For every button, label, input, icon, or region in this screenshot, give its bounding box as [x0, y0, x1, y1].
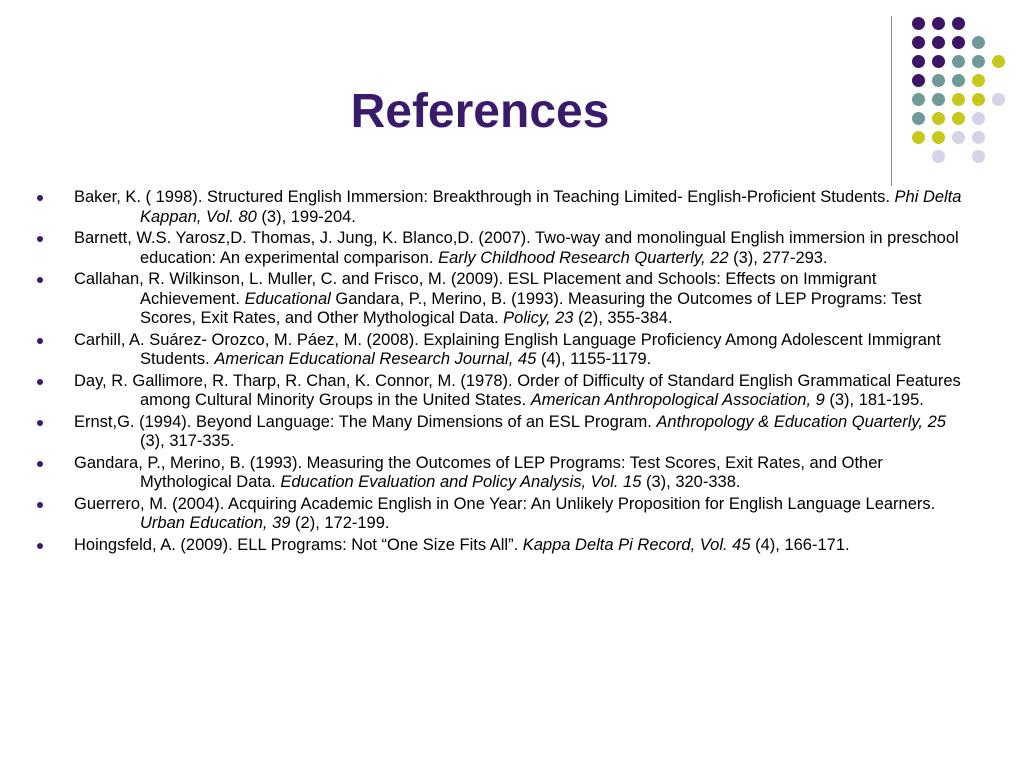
reference-source: Early Childhood Research Quarterly, 22	[438, 248, 729, 267]
bullet-icon	[37, 338, 43, 344]
reference-source-2: Policy, 23	[503, 309, 574, 327]
decorative-dot	[952, 36, 965, 49]
reference-source: Education Evaluation and Policy Analysis, Vol. 15	[280, 473, 642, 491]
decorative-dot	[932, 17, 945, 30]
reference-tail: (4), 166-171.	[750, 535, 850, 554]
reference-text: Day, R. Gallimore, R. Tharp, R. Chan, K. Connor, M. (1978). Order of Difficulty of Standard English Grammatical Features among Cultural Minority Groups in the United States.	[74, 371, 961, 409]
reference-item	[37, 331, 967, 370]
decorative-dot	[912, 36, 925, 49]
reference-tail: (3), 320-338.	[641, 473, 741, 491]
decorative-dot	[932, 55, 945, 68]
decorative-dot	[972, 112, 985, 125]
reference-text: Gandara, P., Merino, B. (1993). Measuring the Outcomes of LEP Programs: Test Scores, Exit Rates, and Other Mythological Data.	[74, 453, 883, 491]
bullet-icon	[37, 461, 43, 467]
reference-text: Carhill, A. Suárez- Orozco, M. Páez, M. (2008). Explaining English Language Proficiency Among Adolescent Immigrant Students.	[74, 330, 941, 368]
reference-tail: (2), 172-199.	[290, 514, 390, 532]
reference-item	[37, 536, 967, 556]
reference-source: Anthropology & Education Quarterly, 25	[656, 412, 946, 431]
reference-tail-2: (2), 355-384.	[573, 309, 673, 327]
decorative-dot	[932, 150, 945, 163]
decorative-dot	[952, 17, 965, 30]
decorative-dot	[912, 74, 925, 87]
reference-text: Baker, K. ( 1998). Structured English Immersion: Breakthrough in Teaching Limited- English-Proficient Students.	[74, 188, 895, 206]
reference-tail: (3), 317-335.	[140, 432, 235, 450]
bullet-icon	[37, 236, 43, 242]
reference-tail: (3), 277-293.	[728, 248, 828, 267]
reference-item	[37, 188, 967, 227]
decorative-dot	[912, 55, 925, 68]
decorative-dot	[972, 36, 985, 49]
reference-tail: (3), 181-195.	[824, 391, 924, 409]
reference-item	[37, 454, 967, 493]
decorative-dot	[972, 74, 985, 87]
reference-source: Urban Education, 39	[140, 514, 291, 532]
reference-text: Guerrero, M. (2004). Acquiring Academic English in One Year: An Unlikely Proposition for English Language Learners.	[74, 494, 936, 513]
reference-tail: Gandara, P., Merino, B. (1993). Measuring the Outcomes of LEP Programs: Test Scores, Exit Rates, and Other Mythological Data.	[140, 289, 922, 327]
slide-title: References	[350, 85, 610, 138]
decorative-dot	[932, 74, 945, 87]
bullet-icon	[37, 379, 43, 385]
reference-item	[37, 270, 967, 329]
reference-item	[37, 413, 967, 452]
decorative-dot	[912, 17, 925, 30]
reference-item	[37, 229, 967, 268]
reference-source: Kappa Delta Pi Record, Vol. 45	[522, 535, 751, 554]
bullet-icon	[37, 420, 43, 426]
reference-source: Phi Delta Kappan, Vol. 80	[140, 188, 962, 226]
reference-text: Callahan, R. Wilkinson, L. Muller, C. and Frisco, M. (2009). ESL Placement and Schools: Effects on Immigrant Achievement.	[74, 270, 877, 308]
decorative-dot	[972, 55, 985, 68]
reference-text: Barnett, W.S. Yarosz,D. Thomas, J. Jung, K. Blanco,D. (2007). Two-way and monolingual English immersion in preschool education: An experimental comparison.	[74, 229, 959, 267]
reference-source: American Educational Research Journal, 45	[214, 350, 537, 368]
decorative-dot	[952, 74, 965, 87]
reference-item	[37, 372, 967, 411]
bullet-icon	[37, 543, 43, 549]
reference-list	[37, 188, 967, 557]
bullet-icon	[37, 195, 43, 201]
bullet-icon	[37, 277, 43, 283]
reference-source: American Anthropological Association, 9	[530, 391, 825, 409]
decorative-dot	[972, 93, 985, 106]
reference-source: Educational	[244, 289, 331, 308]
decorative-dot	[972, 131, 985, 144]
bullet-icon	[37, 502, 43, 508]
decorative-dot	[932, 36, 945, 49]
decorative-dot	[992, 93, 1005, 106]
reference-tail: (3), 199-204.	[256, 207, 356, 226]
reference-tail: (4), 1155-1179.	[536, 350, 652, 368]
reference-text: Ernst,G. (1994). Beyond Language: The Many Dimensions of an ESL Program.	[74, 412, 657, 431]
reference-item	[37, 495, 967, 534]
decorative-dot	[972, 150, 985, 163]
reference-text: Hoingsfeld, A. (2009). ELL Programs: Not “One Size Fits All”.	[74, 535, 523, 554]
decorative-dot	[992, 55, 1005, 68]
decorative-dot	[952, 55, 965, 68]
